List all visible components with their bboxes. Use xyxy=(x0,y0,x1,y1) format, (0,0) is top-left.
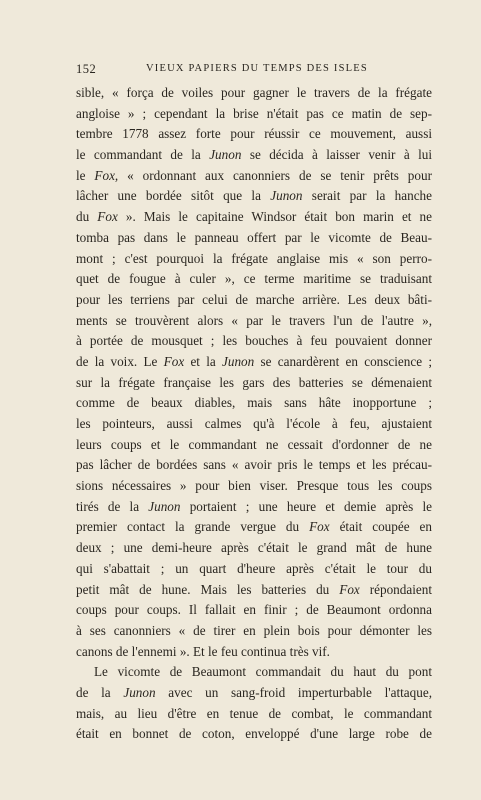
text-line xyxy=(76,600,432,621)
text-segment: comme de beaux diables, mais sans hâte inopportune ; xyxy=(76,395,432,411)
text-segment: de la voix. Le xyxy=(76,353,164,369)
text-line xyxy=(76,538,432,559)
text-segment: quet de fougue à culer », ce terme maritime se traduisant xyxy=(76,271,432,287)
text-segment: le commandant de la xyxy=(76,147,210,163)
text-segment: était coupée en xyxy=(329,519,432,535)
text-segment: à portée de mousquet ; les bouches à feu pouvaient donner xyxy=(76,333,432,349)
text-segment: mont ; c'est pourquoi la frégate anglaise mis « son perro- xyxy=(76,250,432,266)
text-segment: pour les terriens par celui de marche arrière. Les deux bâti- xyxy=(76,291,432,307)
text-line xyxy=(76,104,432,125)
text-line xyxy=(76,83,432,104)
text-line xyxy=(76,580,432,601)
text-segment: coups pour coups. Il fallait en finir ; de Beaumont ordonna xyxy=(76,602,432,618)
text-segment: deux ; une demi-heure après c'était le grand mât de hune xyxy=(76,540,432,556)
text-segment: à ses canonniers « de tirer en plein bois pour démonter les xyxy=(76,622,432,638)
italic-ship-name: Junon xyxy=(222,353,255,369)
text-segment: petit mât de hune. Mais les batteries du xyxy=(76,581,340,597)
italic-ship-name: Junon xyxy=(148,498,181,514)
italic-ship-name: Junon xyxy=(270,188,303,204)
text-line xyxy=(76,352,432,373)
text-line xyxy=(76,559,432,580)
text-line xyxy=(76,414,432,435)
text-segment: les pointeurs, aussi calmes qu'à l'école à feu, ajustaient xyxy=(76,416,432,431)
text-line xyxy=(76,393,432,414)
text-segment: canons de l'ennemi ». Et le feu continua très vif. xyxy=(76,643,330,659)
text-line xyxy=(76,724,432,745)
text-segment: tembre 1778 assez forte pour réussir ce mouvement, aussi xyxy=(76,126,432,142)
text-line xyxy=(76,124,432,145)
text-line xyxy=(76,497,432,518)
text-line xyxy=(76,455,432,476)
text-line xyxy=(76,435,432,456)
text-segment: du xyxy=(76,209,98,225)
text-line xyxy=(76,249,432,270)
text-segment: serait par la hanche xyxy=(302,188,432,204)
text-segment: était en bonnet de coton, enveloppé d'une large robe de xyxy=(76,726,432,742)
text-segment: et la xyxy=(184,353,223,369)
text-segment: tirés de la xyxy=(76,498,149,514)
text-segment: de la xyxy=(76,684,124,700)
text-line xyxy=(76,373,432,394)
text-segment: Le vicomte de Beaumont commandait du haut du pont xyxy=(94,664,432,680)
text-segment: avec un sang-froid imperturbable l'attaque, xyxy=(155,684,432,700)
text-line xyxy=(76,290,432,311)
italic-ship-name: Fox xyxy=(163,353,185,369)
italic-ship-name: Junon xyxy=(123,684,156,700)
text-segment: ments se trouvèrent alors « par le travers l'un de l'autre », xyxy=(76,312,432,328)
text-line xyxy=(76,186,432,207)
text-line xyxy=(76,207,432,228)
italic-ship-name: Fox, xyxy=(94,167,119,183)
text-segment: se décida à laisser venir à lui xyxy=(241,147,432,163)
page-number: 152 xyxy=(76,62,97,76)
text-segment: angloise » ; cependant la brise n'était pas ce matin de sep- xyxy=(76,105,432,121)
text-line xyxy=(76,517,432,538)
text-segment: leurs coups et le commandant ne cessait d'ordonner de ne xyxy=(76,436,432,452)
text-segment: mais, au lieu d'être en tenue de combat, le commandant xyxy=(76,705,432,721)
text-line xyxy=(76,269,432,290)
text-line xyxy=(76,476,432,497)
text-segment: premier contact la grande vergue du xyxy=(76,519,310,535)
text-segment: répondaient xyxy=(359,581,433,597)
text-segment: portaient ; une heure et demie après le xyxy=(180,498,432,514)
paragraph xyxy=(76,83,432,662)
text-line xyxy=(76,228,432,249)
text-line xyxy=(76,662,432,683)
italic-ship-name: Junon xyxy=(209,147,242,163)
text-line xyxy=(76,642,432,663)
text-segment: se canardèrent en conscience ; xyxy=(254,353,432,369)
text-segment: « ordonnant aux canonniers de se tenir prêts pour xyxy=(118,167,432,183)
italic-ship-name: Fox xyxy=(309,519,330,535)
text-line xyxy=(76,704,432,725)
text-segment: le xyxy=(76,167,95,183)
text-line xyxy=(76,145,432,166)
text-segment: sible, « força de voiles pour gagner le travers de la frégate xyxy=(76,85,432,100)
text-segment: sur la frégate française les gars des batteries se démenaient xyxy=(76,374,432,390)
text-segment: sions nécessaires » pour bien viser. Presque tous les coups xyxy=(76,478,432,494)
body-text xyxy=(76,83,432,745)
text-line xyxy=(76,311,432,332)
text-line xyxy=(76,331,432,352)
paragraph xyxy=(76,662,432,745)
italic-ship-name: Fox xyxy=(339,581,360,597)
running-title: VIEUX PAPIERS DU TEMPS DES ISLES xyxy=(146,63,368,74)
text-segment: tomba pas dans le panneau offert par le vicomte de Beau- xyxy=(76,229,432,245)
italic-ship-name: Fox xyxy=(97,209,118,225)
text-line xyxy=(76,683,432,704)
text-segment: pas lâcher de bordées sans « avoir pris le temps et les précau- xyxy=(76,457,432,473)
text-line xyxy=(76,621,432,642)
text-segment: qui s'abattait ; un quart d'heure après c'était le tour du xyxy=(76,560,432,576)
text-segment: ». Mais le capitaine Windsor était bon marin et ne xyxy=(117,209,433,225)
text-line xyxy=(76,166,432,187)
text-segment: lâcher une bordée sitôt que la xyxy=(76,188,271,204)
